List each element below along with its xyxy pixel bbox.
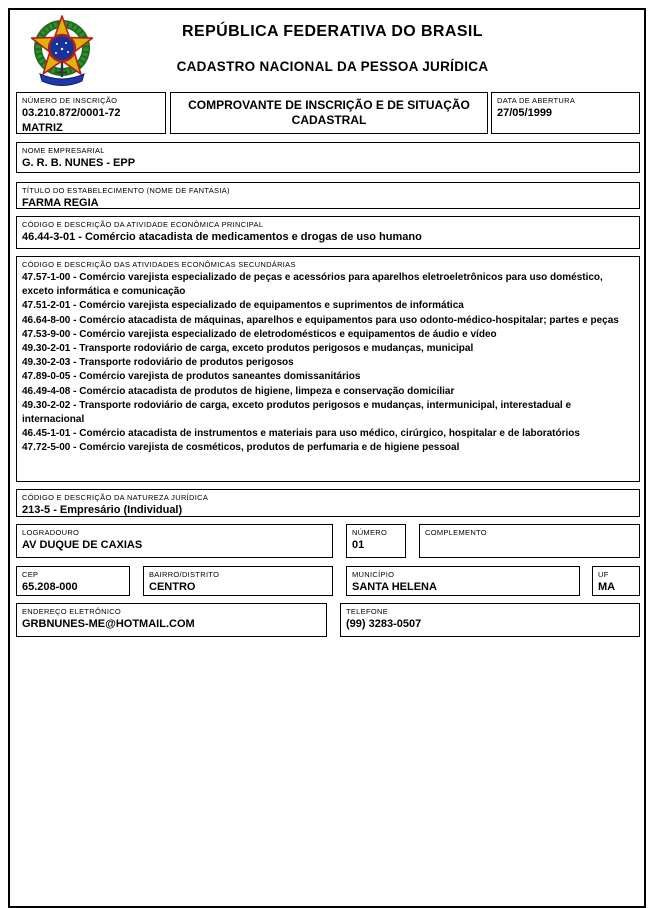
- opening-date-label: DATA DE ABERTURA: [497, 96, 576, 105]
- secondary-activity-item: 47.51-2-01 - Comércio varejista especializado de equipamentos e suprimentos de informática: [22, 300, 464, 312]
- email-value: GRBNUNES-ME@HOTMAIL.COM: [22, 618, 195, 630]
- main-activity-box: [16, 216, 640, 249]
- phone-value: (99) 3283-0507: [346, 618, 422, 630]
- city-value: SANTA HELENA: [352, 581, 437, 593]
- secondary-activity-item: 49.30-2-02 - Transporte rodoviário de carga, exceto produtos perigosos e mudanças, intermunicipal, interestadual e internacional: [22, 399, 572, 426]
- legal-nature-label: CÓDIGO E DESCRIÇÃO DA NATUREZA JURÍDICA: [22, 493, 209, 502]
- secondary-activities-box: [16, 256, 640, 482]
- company-name-label: NOME EMPRESARIAL: [22, 146, 105, 155]
- secondary-activity-item: 47.53-9-00 - Comércio varejista especializado de eletrodomésticos e equipamentos de áudio e vídeo: [22, 328, 497, 340]
- secondary-activity-item: 47.72-5-00 - Comércio varejista de cosméticos, produtos de perfumaria e de higiene pessoal: [22, 442, 460, 454]
- street-label: LOGRADOURO: [22, 528, 80, 537]
- phone-label: TELEFONE: [346, 607, 388, 616]
- cep-value: 65.208-000: [22, 581, 78, 593]
- secondary-activity-item: 46.49-4-08 - Comércio atacadista de produtos de higiene, limpeza e conservação domiciliar: [22, 385, 455, 397]
- secondary-activities-list: [22, 271, 634, 456]
- secondary-activity-item: 49.30-2-01 - Transporte rodoviário de carga, exceto produtos perigosos e mudanças, municipal: [22, 343, 474, 355]
- city-box: [346, 566, 580, 596]
- inscription-number-label: NÚMERO DE INSCRIÇÃO: [22, 96, 118, 105]
- secondary-activity-item: 47.89-0-05 - Comércio varejista de produtos saneantes domissanitários: [22, 371, 361, 383]
- state-box: [592, 566, 640, 596]
- company-name-value: G. R. B. NUNES - EPP: [22, 157, 136, 169]
- document-title-box: [170, 92, 488, 134]
- street-value: AV DUQUE DE CAXIAS: [22, 539, 143, 551]
- street-number-value: 01: [352, 539, 365, 551]
- street-number-label: NÚMERO: [352, 528, 388, 537]
- secondary-activities-label: CÓDIGO E DESCRIÇÃO DAS ATIVIDADES ECONÔMICAS SECUNDÁRIAS: [22, 260, 296, 269]
- unit-type-value: MATRIZ: [22, 122, 63, 134]
- complement-box: [419, 524, 640, 558]
- complement-label: COMPLEMENTO: [425, 528, 487, 537]
- main-activity-label: CÓDIGO E DESCRIÇÃO DA ATIVIDADE ECONÔMICA PRINCIPAL: [22, 220, 264, 229]
- street-number-box: [346, 524, 406, 558]
- trade-name-box: [16, 182, 640, 209]
- document-title: COMPROVANTE DE INSCRIÇÃO E DE SITUAÇÃO CADASTRAL: [188, 98, 470, 127]
- main-activity-value: 46.44-3-01 - Comércio atacadista de medicamentos e drogas de uso humano: [22, 231, 422, 243]
- email-label: ENDEREÇO ELETRÔNICO: [22, 607, 122, 616]
- cnpj-registry-subtitle: CADASTRO NACIONAL DA PESSOA JURÍDICA: [176, 59, 489, 74]
- district-label: BAIRRO/DISTRITO: [149, 570, 220, 579]
- legal-nature-value: 213-5 - Empresário (Individual): [22, 504, 183, 516]
- inscription-number-value: 03.210.872/0001-72: [22, 107, 121, 119]
- city-label: MUNICÍPIO: [352, 570, 395, 579]
- street-box: [16, 524, 333, 558]
- district-box: [143, 566, 333, 596]
- trade-name-label: TÍTULO DO ESTABELECIMENTO (NOME DE FANTASIA): [22, 186, 230, 195]
- inscription-number-box: [16, 92, 166, 134]
- republic-title: REPÚBLICA FEDERATIVA DO BRASIL: [182, 23, 483, 40]
- email-box: [16, 603, 327, 637]
- company-name-box: [16, 142, 640, 173]
- trade-name-value: FARMA REGIA: [22, 197, 99, 209]
- secondary-activity-item: 46.64-8-00 - Comércio atacadista de máquinas, aparelhos e equipamentos para uso odonto-médico-hospitalar; partes e peças: [22, 314, 619, 326]
- secondary-activity-item: 49.30-2-03 - Transporte rodoviário de produtos perigosos: [22, 357, 294, 369]
- state-value: MA: [598, 581, 616, 593]
- phone-box: [340, 603, 640, 637]
- secondary-activity-item: 46.45-1-01 - Comércio atacadista de instrumentos e materiais para uso médico, cirúrgico, hospitalar e de laboratórios: [22, 428, 580, 440]
- cep-label: CEP: [22, 570, 39, 579]
- district-value: CENTRO: [149, 581, 196, 593]
- secondary-activity-item: 47.57-1-00 - Comércio varejista especializado de peças e acessórios para aparelhos eletroeletrônicos para uso doméstico, exceto informática e comunicação: [22, 272, 603, 298]
- opening-date-box: [491, 92, 640, 134]
- cep-box: [16, 566, 130, 596]
- opening-date-value: 27/05/1999: [497, 107, 553, 119]
- legal-nature-box: [16, 489, 640, 517]
- state-label: UF: [598, 570, 609, 579]
